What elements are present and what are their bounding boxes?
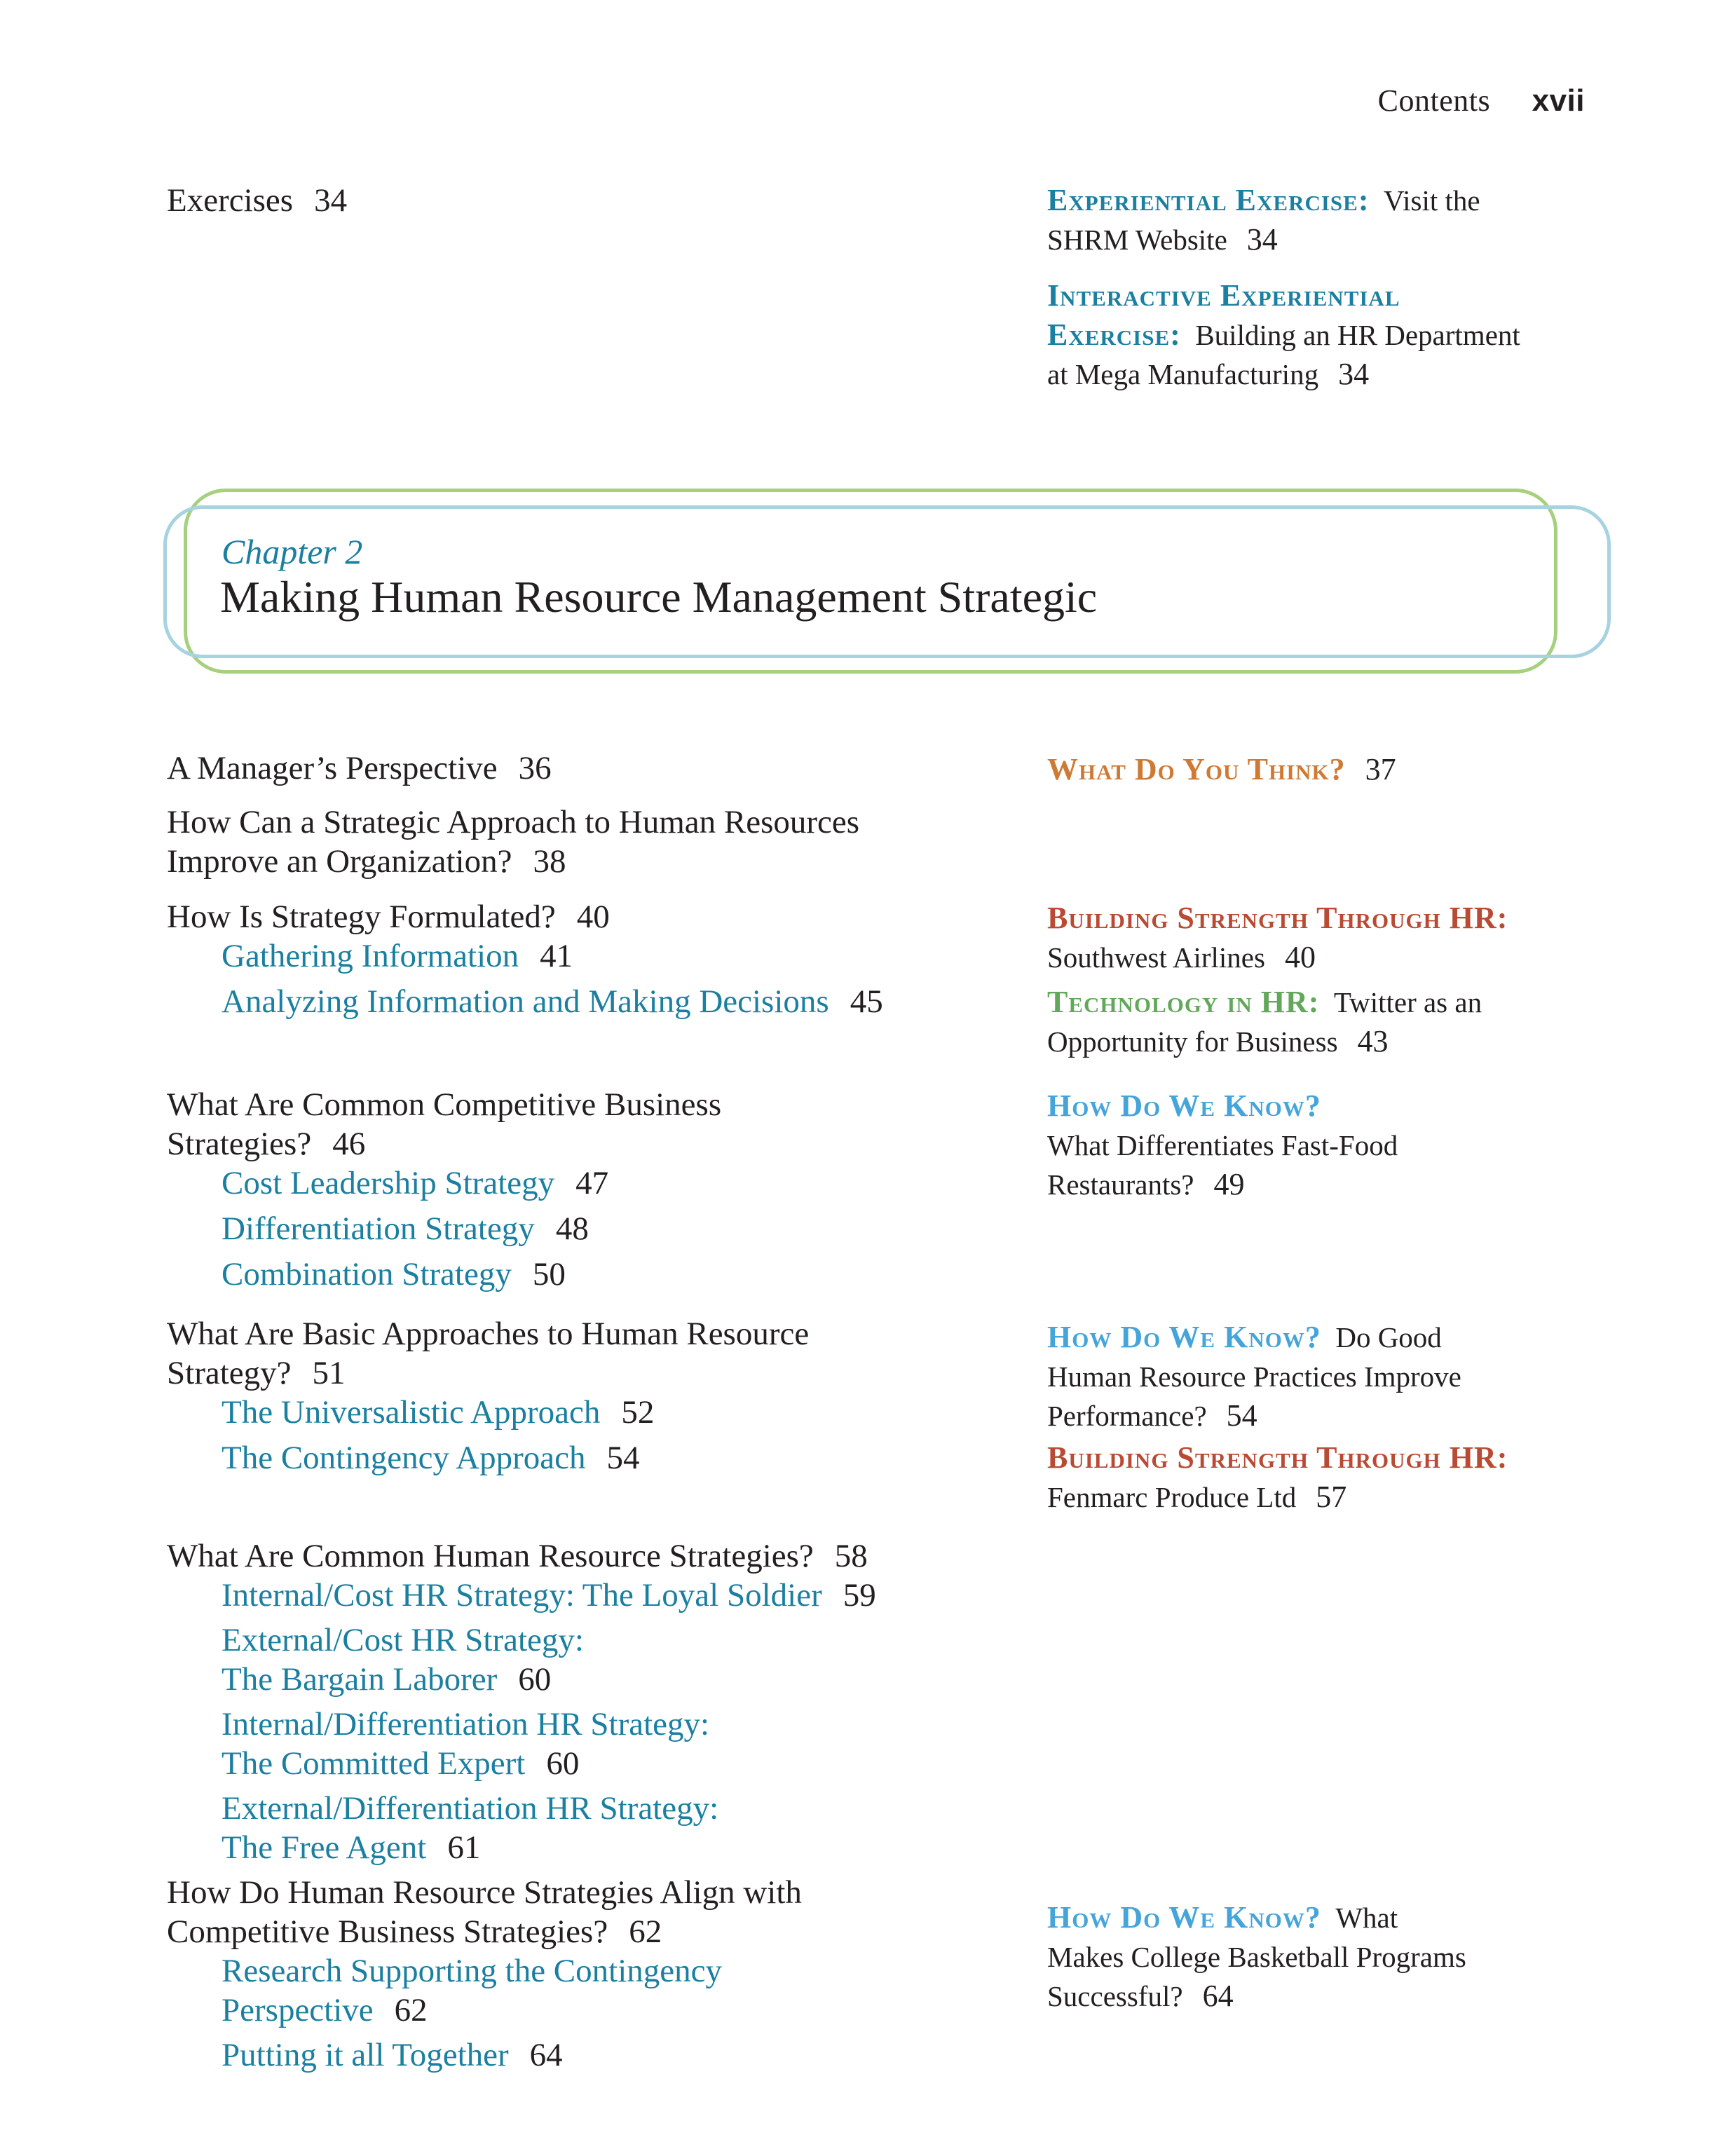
toc-entry-title: Exercises [167,182,294,219]
toc-subentry-cost-leadership[interactable] [221,1164,608,1203]
toc-entry-title: Strategy? [167,1355,292,1391]
toc-entry-common-hr-strategies[interactable] [167,1536,868,1576]
feature-page-number: 34 [1338,357,1370,391]
toc-page-number: 41 [540,938,573,974]
toc-subentry-combination[interactable] [221,1255,566,1294]
toc-subentry-title: Perspective [221,1992,374,2028]
toc-entry-strategy-formulated[interactable] [167,897,610,936]
toc-page-number: 38 [533,843,566,880]
toc-page-number: 50 [532,1256,566,1292]
feature-text: What [1335,1902,1398,1934]
toc-subentry-title: External/Cost HR Strategy: [221,1622,584,1658]
feature-page-number: 57 [1316,1480,1347,1514]
toc-page-number: 45 [850,983,883,1020]
page-number: xvii [1532,83,1585,118]
toc-subentry-title: Differentiation Strategy [221,1210,535,1247]
toc-subentry-title: The Bargain Laborer [221,1661,498,1698]
feature-text: Twitter as an [1333,986,1482,1018]
toc-entry-title: What Are Common Human Resource Strategies? [167,1538,814,1574]
toc-page-number: 47 [575,1165,609,1201]
feature-label: How Do We Know? [1047,1320,1321,1354]
chapter-label: Chapter 2 [221,532,363,571]
feature-experiential-exercise[interactable] [1047,181,1480,259]
toc-subentry-title: Research Supporting the Contingency [221,1953,722,1989]
toc-subentry-free-agent[interactable] [221,1789,718,1867]
running-head-label: Contents [1377,83,1491,118]
feature-label: How Do We Know? [1047,1089,1321,1123]
toc-page-number: 58 [834,1538,868,1574]
feature-page-number: 34 [1246,222,1278,257]
toc-subentry-title: The Universalistic Approach [221,1394,601,1431]
feature-what-do-you-think[interactable] [1047,750,1396,789]
toc-entry-exercises[interactable] [167,181,347,220]
toc-entry-title: A Manager’s Perspective [167,750,498,786]
feature-text: Southwest Airlines [1047,941,1265,974]
feature-text: Successful? [1047,1980,1183,2012]
feature-label: Building Strength Through HR: [1047,901,1508,935]
toc-page-number: 48 [555,1210,589,1247]
feature-page-number: 43 [1357,1024,1389,1058]
feature-text: Visit the [1384,184,1480,217]
toc-page-number: 51 [312,1355,346,1391]
feature-text: SHRM Website [1047,224,1227,256]
toc-page-number: 62 [629,1913,662,1950]
toc-page-number: 40 [576,899,610,935]
toc-subentry-gathering-information[interactable] [221,936,573,976]
toc-entry-competitive-business-strategies[interactable] [167,1085,721,1164]
feature-building-strength-southwest[interactable] [1047,899,1508,977]
toc-page-number: 54 [606,1440,640,1476]
feature-text: Restaurants? [1047,1168,1194,1201]
feature-page-number: 37 [1365,752,1396,786]
feature-how-do-we-know-fast-food[interactable] [1047,1086,1398,1204]
toc-subentry-putting-together[interactable] [221,2035,563,2075]
toc-page-number: 64 [529,2037,563,2073]
feature-interactive-experiential-exercise[interactable] [1047,276,1520,394]
toc-subentry-committed-expert[interactable] [221,1705,709,1783]
toc-entry-title: How Can a Strategic Approach to Human Resources [167,804,860,840]
toc-page-number: 62 [394,1992,428,2028]
toc-page-number: 60 [518,1661,552,1698]
feature-text: Fenmarc Produce Ltd [1047,1481,1297,1513]
feature-page-number: 54 [1226,1398,1257,1433]
feature-page-number: 49 [1213,1167,1245,1201]
feature-page-number: 64 [1202,1979,1234,2013]
toc-subentry-title: Combination Strategy [221,1256,512,1292]
toc-subentry-universalistic[interactable] [221,1393,654,1432]
toc-entry-title: How Do Human Resource Strategies Align with [167,1874,802,1911]
toc-subentry-title: The Committed Expert [221,1745,526,1782]
feature-text: Building an HR Department [1195,319,1520,351]
feature-label: Exercise: [1047,318,1181,352]
toc-subentry-bargain-laborer[interactable] [221,1621,584,1699]
running-head [1378,83,1585,118]
feature-label: Building Strength Through HR: [1047,1440,1508,1475]
toc-page-number: 46 [332,1126,366,1162]
toc-entry-align-strategies[interactable] [167,1873,802,1951]
feature-how-do-we-know-basketball[interactable] [1047,1898,1466,2016]
toc-subentry-title: The Contingency Approach [221,1440,586,1476]
toc-subentry-title: The Free Agent [221,1829,427,1866]
feature-text: at Mega Manufacturing [1047,358,1319,390]
toc-page-number: 52 [621,1394,655,1431]
toc-subentry-research-contingency[interactable] [221,1951,722,2030]
feature-label: Experiential Exercise: [1047,183,1370,217]
toc-page-number: 34 [314,182,348,219]
feature-text: Human Resource Practices Improve [1047,1360,1461,1393]
toc-subentry-analyzing-information[interactable] [221,982,883,1021]
toc-page-number: 59 [843,1577,876,1613]
feature-text: Do Good [1335,1321,1442,1353]
feature-how-do-we-know-hr-practices[interactable] [1047,1318,1461,1435]
toc-entry-title: What Are Basic Approaches to Human Resource [167,1316,810,1352]
feature-label: Interactive Experiential [1047,278,1400,313]
toc-subentry-differentiation[interactable] [221,1209,589,1248]
toc-page-number: 60 [546,1745,580,1782]
feature-page-number: 40 [1284,940,1316,974]
toc-subentry-title: Internal/Cost HR Strategy: The Loyal Soldier [221,1577,822,1613]
toc-subentry-contingency[interactable] [221,1438,639,1478]
toc-entry-managers-perspective[interactable] [167,749,552,788]
toc-entry-title: Improve an Organization? [167,843,512,880]
toc-subentry-title: External/Differentiation HR Strategy: [221,1790,719,1827]
feature-label: How Do We Know? [1047,1900,1321,1935]
feature-text: What Differentiates Fast-Food [1047,1129,1398,1161]
toc-entry-title: What Are Common Competitive Business [167,1086,722,1123]
toc-subentry-title: Gathering Information [221,938,519,974]
toc-page-number: 36 [518,750,552,786]
feature-text: Makes College Basketball Programs [1047,1941,1466,1973]
feature-label: What Do You Think? [1047,752,1346,786]
toc-subentry-title: Analyzing Information and Making Decisions [221,983,829,1020]
toc-entry-title: How Is Strategy Formulated? [167,899,556,935]
toc-page-number: 61 [447,1829,481,1866]
toc-entry-title: Strategies? [167,1126,312,1162]
toc-entry-basic-approaches[interactable] [167,1314,809,1393]
toc-entry-title: Competitive Business Strategies? [167,1913,608,1950]
toc-subentry-loyal-soldier[interactable] [221,1576,876,1615]
feature-technology-in-hr[interactable] [1047,983,1482,1061]
feature-building-strength-fenmarc[interactable] [1047,1438,1508,1517]
feature-text: Opportunity for Business [1047,1025,1338,1058]
toc-subentry-title: Cost Leadership Strategy [221,1165,555,1201]
toc-entry-strategic-approach[interactable] [167,803,859,881]
feature-label: Technology in HR: [1047,985,1320,1019]
toc-subentry-title: Putting it all Together [221,2037,509,2073]
feature-text: Performance? [1047,1400,1207,1432]
chapter-title: Making Human Resource Management Strategic [220,572,1098,622]
toc-subentry-title: Internal/Differentiation HR Strategy: [221,1706,710,1742]
